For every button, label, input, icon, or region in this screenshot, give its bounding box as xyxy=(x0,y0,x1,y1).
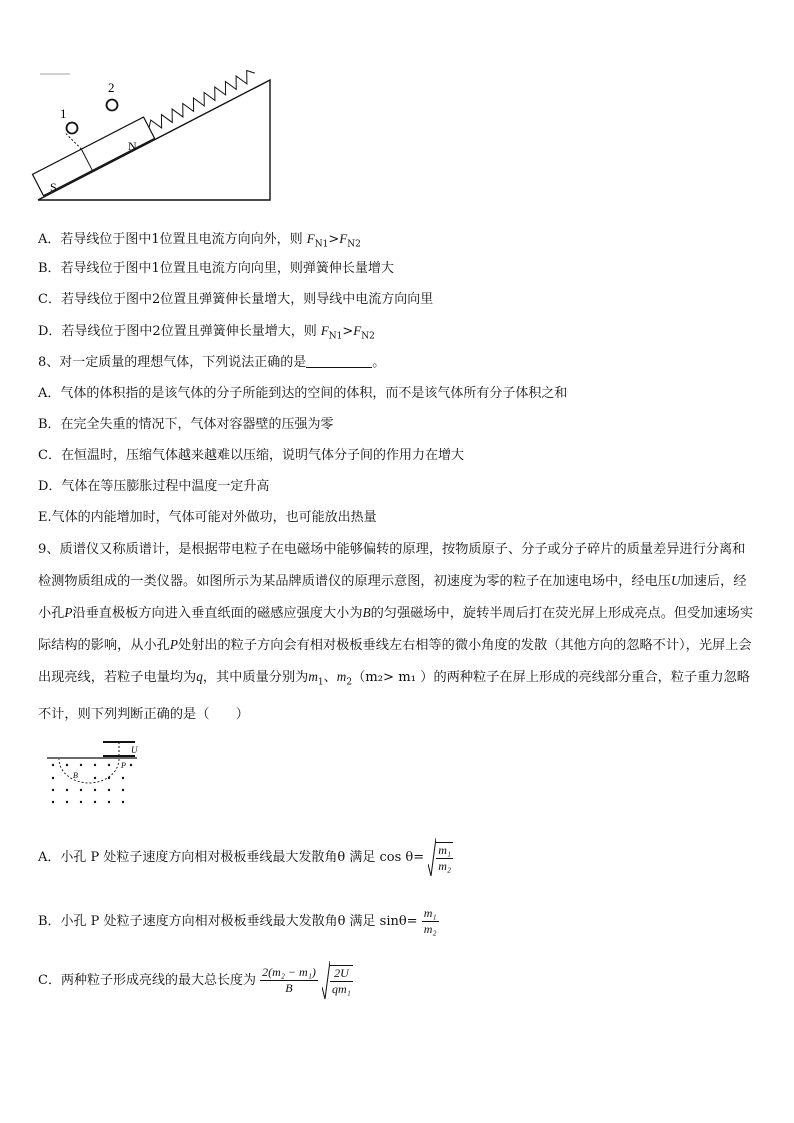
q9-option-b: B．小孔 P 处粒子速度方向相对极板垂线最大发散角θ 满足 sinθ= $\frac{\text{m₁}}{\text{m₂}}$ xyxy=(38,906,437,936)
mass-spectrometer-figure xyxy=(45,738,145,808)
q7-option-a: A．若导线位于图中1位置且电流方向向外，则 $F_{N1}>F_{N2}$ xyxy=(38,231,361,250)
label-1: 1 xyxy=(60,106,67,121)
label-S: S xyxy=(50,180,57,194)
label-B: B xyxy=(73,771,78,780)
sqrt-formula: $\frac{2U}{\text{qm₁}}$ xyxy=(322,961,353,1001)
fraction-formula: $\frac{\text{2(m₂ − m₁)}}{B}$ xyxy=(262,965,316,995)
q8-option-a: A．气体的体积指的是该气体的分子所能到达的空间的体积，而不是该气体所有分子体积之和 xyxy=(38,386,568,401)
sqrt-formula: $\frac{\text{m₁}}{\text{m₂}}$ xyxy=(428,838,453,878)
q8-option-e: E.气体的内能增加时，气体可能对外做功，也可能放出热量 xyxy=(38,510,377,525)
q8-option-c: C．在恒温时，压缩气体越来越难以压缩，说明气体分子间的作用力在增大 xyxy=(38,448,464,463)
answer-blank xyxy=(306,355,372,368)
q9-option-a: A．小孔 P 处粒子速度方向相对极板垂线最大发散角θ 满足 cos θ= $\frac{\text{m₁}}{\text{m₂}}$ xyxy=(38,836,453,880)
label-2: 2 xyxy=(108,80,115,95)
q9-stem: 9、质谱仪又称质谱计，是根据带电粒子在电磁场中能够偏转的原理，按物质原子、分子或分子碎片的质量差异进行分离和检测物质组成的一类仪器。如图所示为某品牌质谱仪的原理示意图，初速度为零的粒子在加速电场中，经电压U加速后，经小孔P沿垂直极板方向进入垂直纸面的磁感应强度大小为B的匀强磁场中，旋转半周后打在荧光屏上形成亮点。但受加速场实际结构的影响，从小孔P处射出的粒子方向会有相对极板垂线左右相等的微小角度的发散（其他方向的忽略不计），光屏上会出现亮线，若粒子电量均为q，其中质量分别为$m_1$、$m_2(m_2> m_1$ ）的两种粒子在屏上形成的亮线部分重合，粒子重力忽略不计，则下列判断正确的是（ ） xyxy=(38,542,754,722)
q8-option-d: D．气体在等压膨胀过程中温度一定升高 xyxy=(38,479,270,494)
fraction-formula: $\frac{\text{m₁}}{\text{m₂}}$ xyxy=(423,906,437,936)
q8-stem: 8、对一定质量的理想气体，下列说法正确的是 。 xyxy=(38,355,386,370)
q7-option-d: D．若导线位于图中2位置且弹簧伸长量增大，则 $F_{N1}>F_{N2}$ xyxy=(38,323,375,342)
q7-option-c: C．若导线位于图中2位置且弹簧伸长量增大，则导线中电流方向向里 xyxy=(38,292,434,307)
q7-option-b: B．若导线位于图中1位置且电流方向向里，则弹簧伸长量增大 xyxy=(38,261,394,276)
label-U: U xyxy=(131,745,138,755)
label-P: P xyxy=(121,761,126,770)
incline-magnet-figure xyxy=(30,70,280,205)
q8-option-b: B．在完全失重的情况下，气体对容器壁的压强为零 xyxy=(38,417,334,432)
label-N: N xyxy=(128,139,137,153)
q9-option-c: C．两种粒子形成亮线的最大总长度为 $\frac{\text{2(m₂ − m₁)}}{B}$ $\frac{2U}{\text{qm₁}}$ xyxy=(38,958,353,1004)
